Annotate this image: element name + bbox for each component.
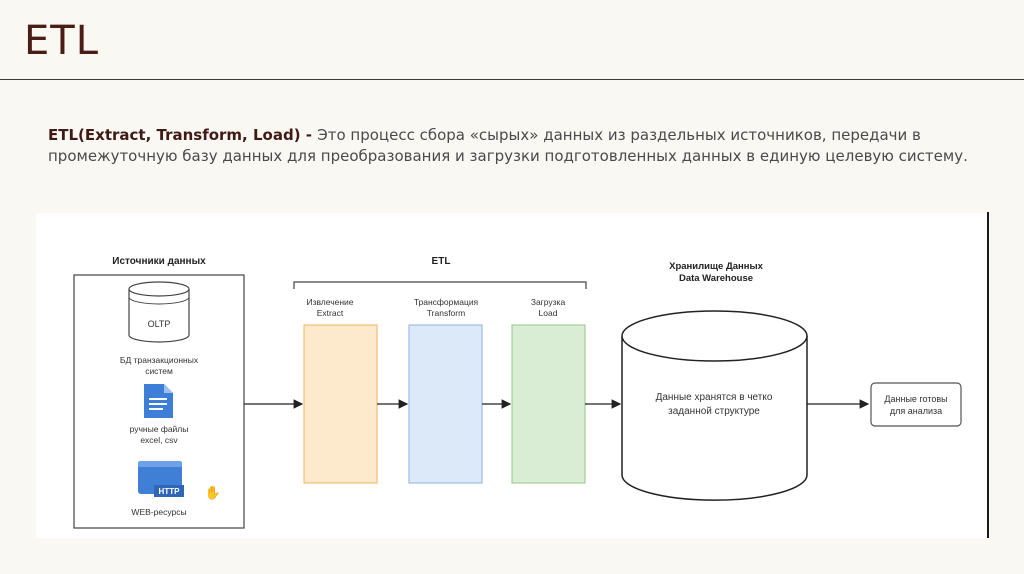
document-icon: [144, 384, 173, 418]
files-caption-line1: ручные файлы: [129, 424, 189, 434]
extract-label-en: Extract: [316, 308, 344, 318]
warehouse-text-line2: заданной структуре: [668, 406, 760, 417]
etl-bracket: [294, 282, 586, 289]
load-label-ru: Загрузка: [530, 297, 566, 307]
etl-definition: Это процесс сбора «сырых» данных из раздельных источников, передачи в промежуточную базу данных для преобразования и загрузки подготовленных данных в единую целевую систему.: [48, 126, 968, 165]
extract-stage: [304, 325, 377, 483]
oltp-label: OLTP: [147, 319, 171, 329]
title-divider: [0, 79, 1024, 80]
hand-cursor-icon: [205, 485, 221, 500]
sources-title: Источники данных: [112, 256, 206, 267]
ready-text-line2: для анализа: [889, 406, 943, 416]
load-stage: [512, 325, 585, 483]
warehouse-title-ru: Хранилище Данных: [669, 261, 763, 272]
extract-label-ru: Извлечение: [306, 297, 354, 307]
ready-box: [871, 383, 961, 426]
etl-title: ETL: [431, 256, 451, 267]
ready-text-line1: Данные готовы: [884, 394, 948, 404]
etl-term: ETL(Extract, Transform, Load) -: [48, 126, 318, 144]
oltp-caption-line1: БД транзакционных: [119, 355, 199, 365]
database-icon: [129, 282, 189, 342]
files-caption-line2: excel, csv: [140, 435, 178, 445]
web-caption: WEB-ресурсы: [131, 507, 187, 517]
etl-diagram: [36, 213, 988, 538]
transform-label-ru: Трансформация: [413, 297, 479, 307]
load-label-en: Load: [538, 308, 558, 318]
transform-label-en: Transform: [426, 308, 466, 318]
warehouse-text-line1: Данные хранятся в четко: [655, 392, 773, 403]
etl-description: [48, 125, 978, 167]
page-title: ETL: [24, 18, 99, 64]
transform-stage: [409, 325, 482, 483]
http-label: HTTP: [158, 487, 180, 496]
svg-text:✋: ✋: [204, 485, 222, 500]
warehouse-title-en: Data Warehouse: [678, 273, 754, 284]
oltp-caption-line2: систем: [145, 366, 173, 376]
diagram-edge-line: [987, 212, 989, 538]
